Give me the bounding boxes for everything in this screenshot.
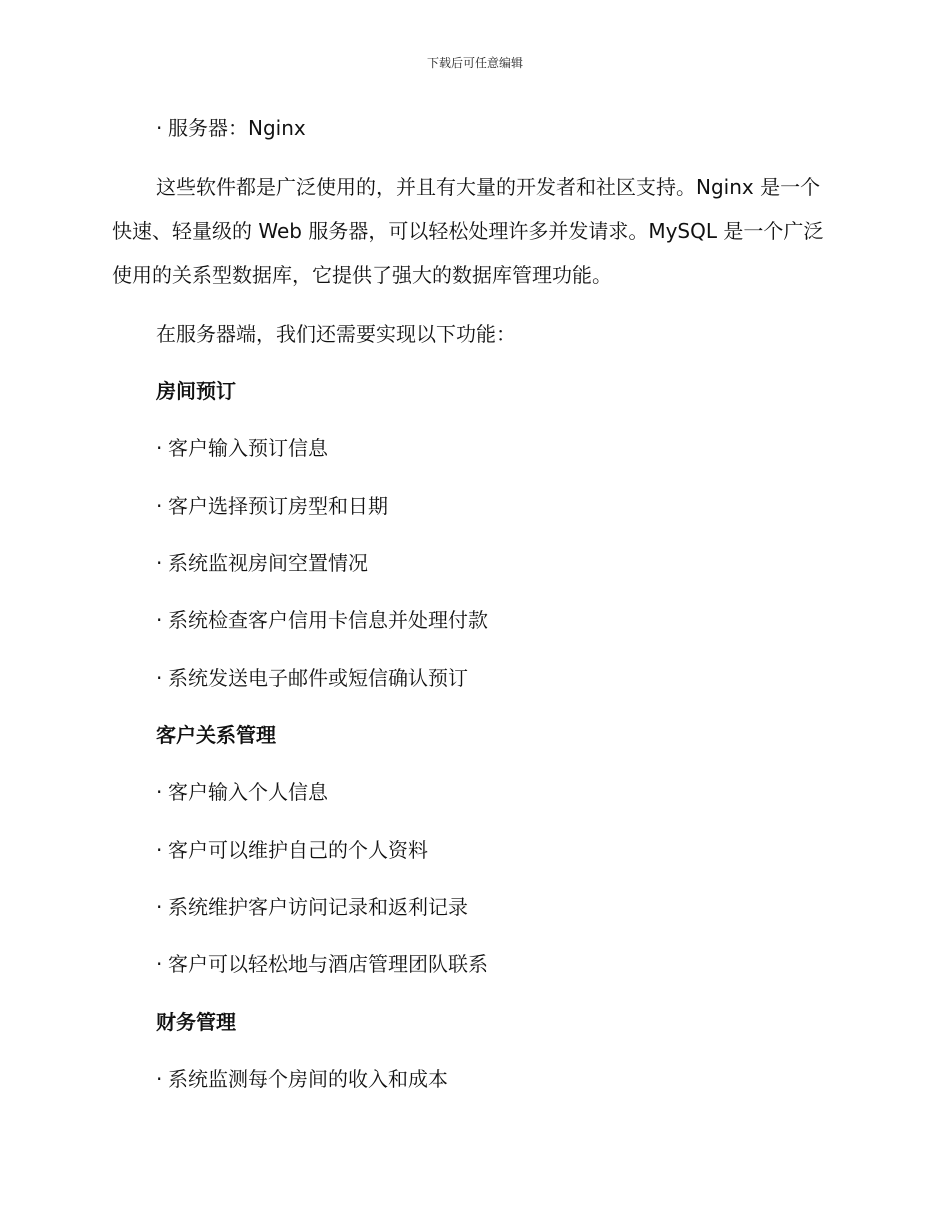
- list-item-text: 客户输入预订信息: [168, 436, 328, 460]
- bullet: ·: [156, 838, 163, 862]
- server-features-intro: 在服务器端，我们还需要实现以下功能：: [156, 322, 516, 346]
- page-header: 下载后可任意编辑: [426, 56, 523, 70]
- list-item: [156, 606, 488, 634]
- server-line: [156, 114, 306, 142]
- section-heading-room-booking: 房间预订: [156, 379, 236, 403]
- list-item: [156, 950, 488, 978]
- list-item-text: 客户选择预订房型和日期: [168, 494, 388, 518]
- list-item-text: 客户可以轻松地与酒店管理团队联系: [168, 952, 488, 976]
- section-heading-crm: 客户关系管理: [156, 723, 276, 747]
- software-paragraph: [112, 165, 837, 297]
- server-line-text: 服务器：Nginx: [168, 116, 306, 140]
- list-item: [156, 836, 428, 864]
- list-item: [156, 549, 368, 577]
- list-item-text: 系统检查客户信用卡信息并处理付款: [168, 608, 488, 632]
- bullet: ·: [156, 436, 163, 460]
- bullet: ·: [156, 1067, 163, 1091]
- list-item-text: 系统监视房间空置情况: [168, 551, 368, 575]
- list-item: [156, 893, 468, 921]
- list-item-text: 客户输入个人信息: [168, 780, 328, 804]
- software-paragraph-text: 这些软件都是广泛使用的，并且有大量的开发者和社区支持。Nginx 是一个快速、轻量级的 Web 服务器，可以轻松处理许多并发请求。MySQL 是一个广泛使用的关系型数据库，它提供了强大的数据库管理功能。: [112, 175, 824, 287]
- bullet: ·: [156, 608, 163, 632]
- bullet: ·: [156, 895, 163, 919]
- list-item: [156, 492, 388, 520]
- bullet: ·: [156, 780, 163, 804]
- list-item: [156, 664, 468, 692]
- list-item: [156, 434, 328, 462]
- bullet: ·: [156, 666, 163, 690]
- list-item: [156, 778, 328, 806]
- bullet: ·: [156, 952, 163, 976]
- list-item-text: 客户可以维护自己的个人资料: [168, 838, 428, 862]
- bullet: ·: [156, 116, 163, 140]
- list-item: [156, 1065, 448, 1093]
- bullet: ·: [156, 494, 163, 518]
- list-item-text: 系统监测每个房间的收入和成本: [168, 1067, 448, 1091]
- list-item-text: 系统发送电子邮件或短信确认预订: [168, 666, 468, 690]
- section-heading-finance: 财务管理: [156, 1010, 236, 1034]
- list-item-text: 系统维护客户访问记录和返利记录: [168, 895, 468, 919]
- bullet: ·: [156, 551, 163, 575]
